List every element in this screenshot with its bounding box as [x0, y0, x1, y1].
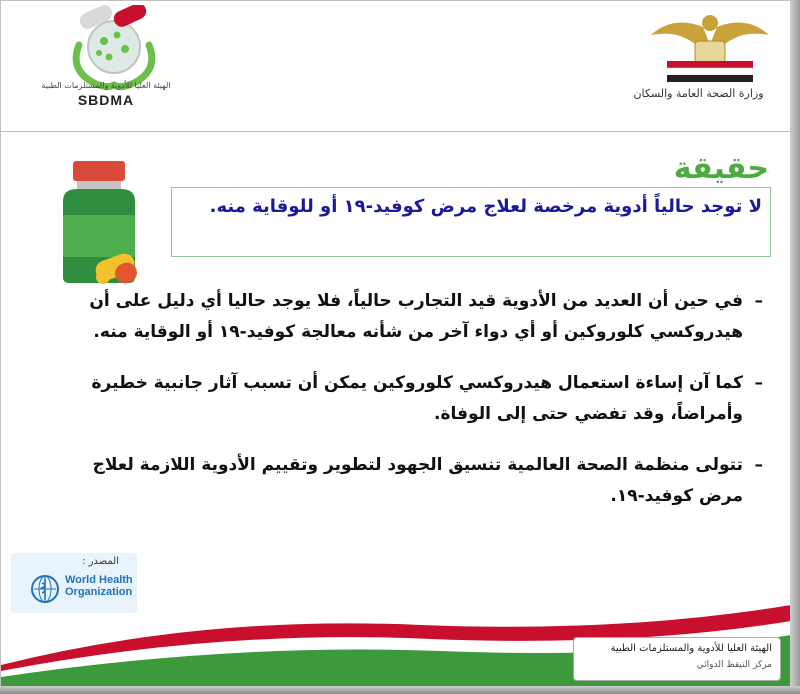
fact-box	[171, 187, 771, 257]
who-name-line1: World Health	[65, 574, 133, 586]
bullet-list	[43, 286, 763, 532]
medicine-bottle-icon	[51, 159, 151, 289]
bullet-text: تتولى منظمة الصحة العالمية تنسيق الجهود لتطوير وتقييم الأدوية اللازمة لعلاج مرض كوفيد-١٩.	[92, 455, 743, 506]
yemen-emblem	[643, 5, 777, 91]
header-divider	[1, 131, 791, 132]
ministry-name: وزارة الصحة العامة والسكان	[633, 87, 764, 100]
who-name-line2: Organization	[65, 586, 133, 598]
fact-text: لا توجد حالياً أدوية مرخصة لعلاج مرض كوفيد-١٩ أو للوقاية منه.	[209, 196, 762, 217]
footer-org-name: الهيئة العليا للأدوية والمستلزمات الطبية	[610, 643, 772, 654]
footer-box	[573, 637, 781, 681]
sbdma-name: SBDMA	[77, 92, 135, 108]
list-item	[43, 286, 763, 348]
list-item	[43, 450, 763, 512]
bullet-text: في حين أن العديد من الأدوية قيد التجارب حالياً، فلا يوجد حاليا أي دليل على أن هيدروكسي كلوروكين أو أي دواء آخر من شأنه معالجة كوفيد-١٩ أو الوقاية منه.	[89, 291, 743, 342]
bullet-dash: –	[754, 455, 763, 475]
window-shadow-right	[790, 0, 800, 694]
sbdma-caption: الهيئة العليا للأدوية والمستلزمات الطبية	[41, 81, 171, 90]
bullet-dash: –	[754, 291, 763, 311]
fact-title: حقيقة	[673, 151, 769, 186]
bullet-dash: –	[754, 373, 763, 393]
source-box	[11, 553, 137, 613]
bullet-text: كما آن إساءة استعمال هيدروكسي كلوروكين يمكن أن تسبب آثار جانبية خطيرة وأمراضاً، وقد تفضي حتى إلى الوفاة.	[91, 373, 743, 424]
list-item	[43, 368, 763, 430]
window-shadow-bottom	[0, 686, 800, 694]
who-emblem-icon	[29, 573, 61, 605]
source-label: المصدر :	[82, 556, 119, 567]
who-name	[65, 574, 133, 598]
footer-center-name: مركز التيقظ الدوائي	[696, 660, 772, 670]
